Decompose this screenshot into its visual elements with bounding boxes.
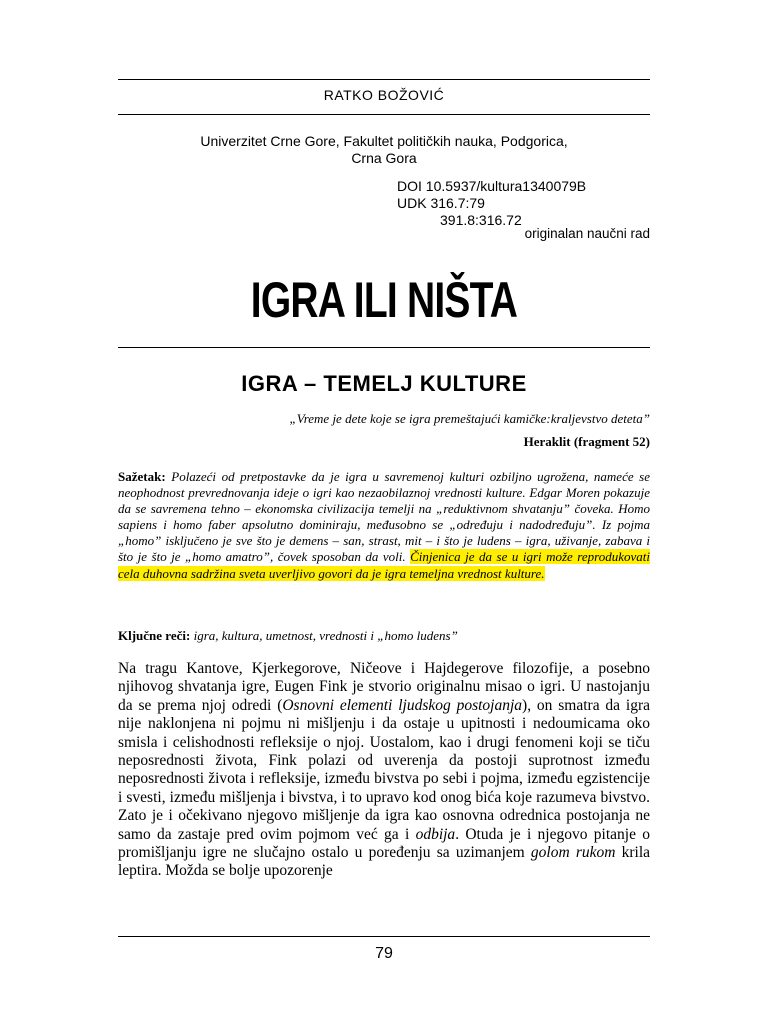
keywords-label: Ključne reči: [118, 628, 191, 643]
abstract-label: Sažetak: [118, 469, 166, 484]
body-text-2: ), on smatra da igra nije naklonjena ni pojmu ni mišljenju i da ostaje u upitnosti i nedoumicama oko smisla i celishodnosti refleksije o njoj. Uostalom, kao i drugi fenomeni koji se tiču neposrednosti života, Fink polazi od uverenja da postoji suprotnost između neposrednosti života i refleksije, između bivstva po sebi i pojma, između egzistencije i svesti, između mišljenja i bivstva, i to upravo kod onog bića koje razumeva bivstvo. Zato je i očekivano njegovo mišljenje da igra kao osnovna odrednica postojanja ne samo da zastaje pred ovim pojmom već ga i [118, 696, 650, 843]
body-paragraph [118, 660, 650, 881]
affiliation [118, 133, 650, 167]
doi-line: DOI 10.5937/kultura1340079B [397, 178, 587, 194]
author-name: RATKO BOŽOVIĆ [323, 87, 445, 103]
epigraph-quote: „Vreme je dete koje se igra premeštajući kamičke:kraljevstvo deteta” [289, 411, 650, 426]
body-text-4: krila leptira. Možda se bolje upozorenje [118, 844, 651, 880]
classification-block [397, 178, 586, 229]
keywords-value: igra, kultura, umetnost, vrednosti i „homo ludens” [193, 628, 458, 643]
emphasis-odbija: odbija [415, 825, 456, 843]
paper-type: originalan naučni rad [524, 226, 650, 241]
paper-title: IGRA ILI NIŠTA [250, 272, 518, 328]
footer-rule [118, 936, 650, 937]
title-rule [118, 347, 650, 348]
page-number: 79 [375, 945, 393, 962]
section-heading: IGRA – TEMELJ KULTURE [241, 371, 527, 396]
udk-line-2: 391.8:316.72 [440, 212, 522, 228]
keywords [118, 628, 650, 644]
abstract-body: Polazeći od pretpostavke da je igra u savremenoj kulturi ozbiljno ugrožena, nameće se neophodnost prevrednovanja ideje o igri kao nezaobilaznoj vrednosti kulture. Edgar Moren pokazuje da se savremena tehno – ekonomska civilizacija temelji na „reduktivnom shvatanju” čoveka. Homo sapiens i homo faber apsolutno dominiraju, međusobno se „određuju i nadodređuju”. Iz pojma „homo” isključeno je sve što je demens – san, strast, mit – i što je ludens – igra, uživanje, zabava i što je što je „homo amatro”, čovek sposoban da voli. [118, 469, 651, 565]
abstract-highlight: Činjenica je da se u igri može reprodukovati cela duhovna sadržina sveta uverljivo govori da je igra temeljna vrednost kulture. [118, 549, 650, 581]
body-text-3: . Otuda je i njegovo pitanje o promišljanju igre ne slučajno ostalo u poređenju sa uzimanjem [118, 825, 650, 862]
epigraph-source: Heraklit (fragment 52) [523, 434, 650, 449]
affiliation-line-1: Univerzitet Crne Gore, Fakultet političkih nauka, Podgorica, [200, 133, 568, 149]
affiliation-line-2: Crna Gora [351, 150, 417, 166]
udk-line-1: UDK 316.7:79 [397, 195, 485, 211]
book-title: Osnovni elementi ljudskog postojanja [282, 696, 523, 714]
top-rule [118, 79, 650, 80]
emphasis-golom-rukom: golom rukom [530, 844, 616, 862]
body-text-1: Na tragu Kantove, Kjerkegorove, Ničeove i Hajdegerove filozofije, a posebno njihovog shvatanja igre, Eugen Fink je stvorio originalnu misao o igri. U nastojanju da se prema njoj odredi ( [118, 660, 650, 714]
abstract [118, 469, 650, 582]
author-rule [118, 114, 650, 115]
